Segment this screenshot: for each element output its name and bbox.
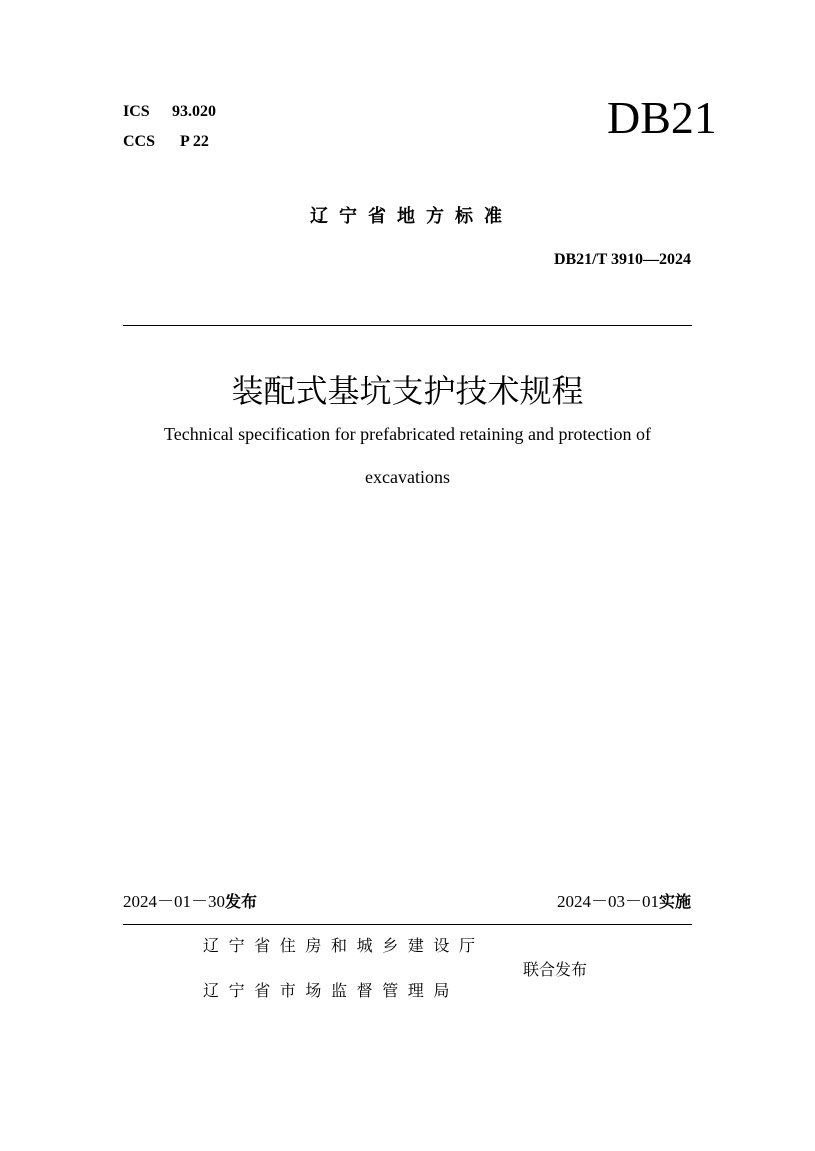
issue-date: 2024－01－30 — [123, 892, 225, 911]
standard-mark: DB21 — [607, 92, 717, 143]
standard-category: 辽宁省地方标准 — [310, 206, 513, 227]
issue-label: 发布 — [225, 892, 258, 911]
issuer-market-bureau: 辽宁省市场监督管理局 — [203, 981, 460, 1000]
issue-date-line — [123, 891, 257, 913]
joint-issue-label: 联合发布 — [523, 960, 588, 979]
ics-value: 93.020 — [172, 103, 216, 120]
ccs-line — [123, 133, 209, 151]
ccs-label: CCS — [123, 133, 156, 150]
implement-label: 实施 — [658, 892, 691, 911]
title-english-line2: excavations — [365, 467, 450, 487]
standard-code: DB21/T 3910—2024 — [553, 251, 691, 268]
implement-date: 2024－03－01 — [556, 892, 659, 911]
ics-line — [123, 103, 216, 121]
implement-date-line — [557, 891, 691, 913]
top-divider — [123, 325, 692, 326]
ccs-value: P 22 — [180, 133, 209, 150]
bottom-divider — [123, 924, 692, 925]
title-english-line1: Technical specification for prefabricated retaining and protection of — [163, 424, 651, 444]
ics-label: ICS — [123, 103, 150, 120]
title-chinese: 装配式基坑支护技术规程 — [231, 372, 584, 410]
issuer-housing-department: 辽宁省住房和城乡建设厅 — [203, 936, 485, 955]
